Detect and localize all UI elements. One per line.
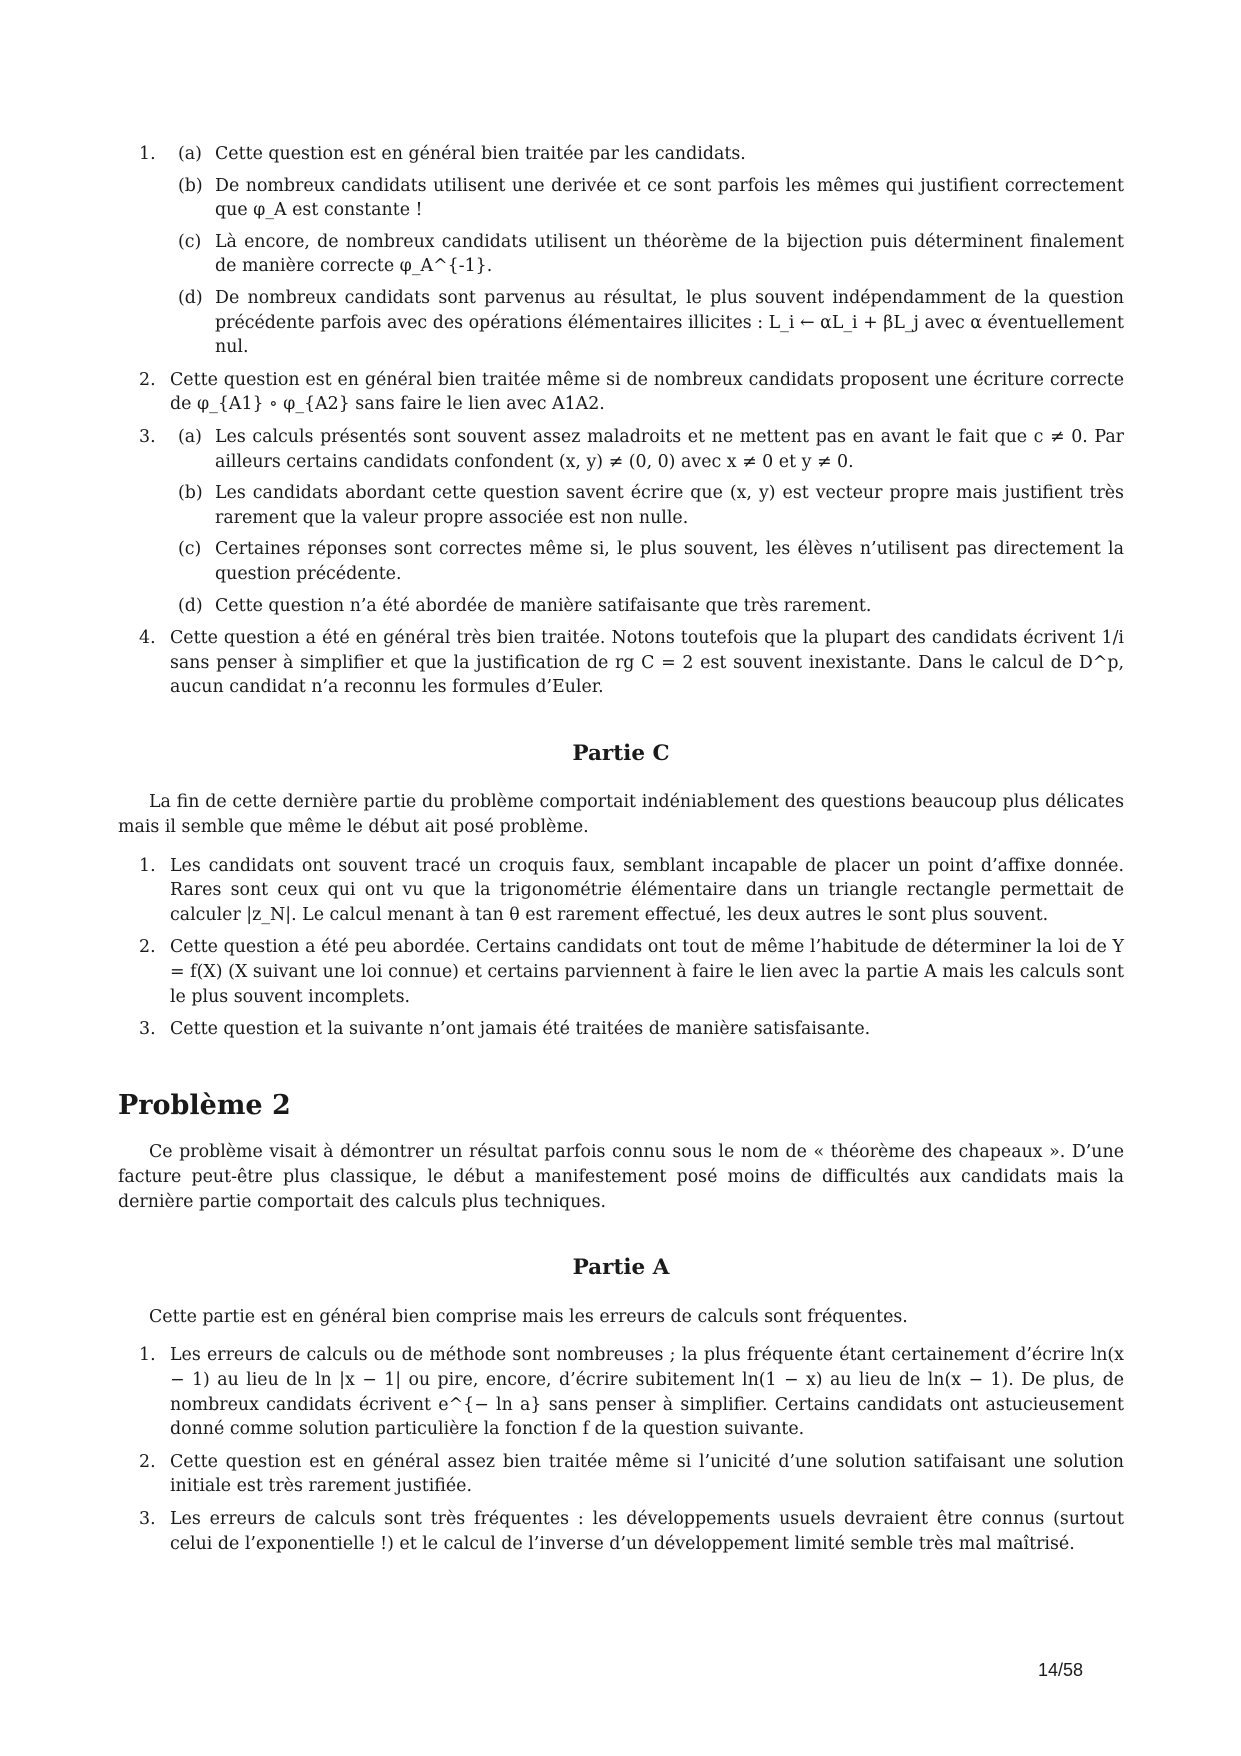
- item-text: Cette question a été peu abordée. Certains candidats ont tout de même l’habitude de déterminer la loi de Y = f(X) (X suivant une loi connue) et certains parviennent à faire le lien avec la partie A mais les calculs sont le plus souvent incomplets.: [170, 937, 1124, 1007]
- item-number: 2.: [139, 1451, 156, 1472]
- partie-c-list: [118, 854, 1124, 1042]
- item-text: Cette question est en général assez bien traitée même si l’unicité d’une solution satifaisant une solution initiale est très rarement justifiée.: [170, 1451, 1124, 1497]
- sub-item-text: De nombreux candidats utilisent une derivée et ce sont parfois les mêmes qui justifient correctement que φ_A est constante !: [215, 175, 1124, 221]
- sub-item-label: (d): [178, 595, 203, 616]
- problem-intro: Ce problème visait à démontrer un résultat parfois connu sous le nom de « théorème des chapeaux ». D’une facture peut-être plus classique, le début a manifestement posé moins de difficultés aux candidats mais la dernière partie comportait des calculs plus techniques.: [118, 1142, 1124, 1212]
- sub-item: [118, 594, 1124, 619]
- list-item: [118, 1507, 1124, 1556]
- item-number: 3.: [139, 1019, 156, 1040]
- sub-item: [118, 537, 1124, 586]
- sub-item: [118, 230, 1124, 279]
- item-text: Cette question est en général bien traitée même si de nombreux candidats proposent une écriture correcte de φ_{A1} ∘ φ_{A2} sans faire le lien avec A1A2.: [170, 369, 1124, 415]
- sub-item: [118, 425, 1124, 474]
- sub-item-label: (b): [178, 483, 203, 504]
- sub-item-text: De nombreux candidats sont parvenus au résultat, le plus souvent indépendamment de la question précédente parfois avec des opérations élémentaires illicites : L_i ← αL_i + βL_j avec α éventuellement nul.: [215, 287, 1124, 358]
- sub-item: [118, 142, 1124, 167]
- list-item: [118, 142, 1124, 360]
- sub-item-text: Les candidats abordant cette question savent écrire que (x, y) est vecteur propre mais justifient très rarement que la valeur propre associée est non nulle.: [215, 483, 1124, 528]
- item-number: 2.: [139, 937, 156, 958]
- section-heading-partie-c: Partie C: [572, 740, 670, 766]
- item-number: 4.: [139, 628, 156, 649]
- item-number: 1.: [139, 144, 156, 164]
- page-number: 14/58: [1038, 1660, 1084, 1680]
- item-text: Cette question a été en général très bien traitée. Notons toutefois que la plupart des candidats écrivent 1/i sans penser à simplifier et que la justification de rg C = 2 est souvent inexistante. Dans le calcul de D^p, aucun candidat n’a reconnu les formules d’Euler.: [170, 628, 1124, 698]
- sub-item-text: Cette question est en général bien traitée par les candidats.: [215, 144, 746, 164]
- list-item: [118, 935, 1124, 1009]
- sub-item-text: Là encore, de nombreux candidats utilisent un théorème de la bijection puis déterminent finalement de manière correcte φ_A^{-1}.: [215, 231, 1124, 277]
- problem-heading: Problème 2: [118, 1089, 291, 1121]
- item-number: 1.: [139, 1345, 156, 1366]
- list-item: [118, 1017, 1124, 1042]
- item-text: Les erreurs de calculs ou de méthode sont nombreuses ; la plus fréquente étant certainement d’écrire ln(x − 1) au lieu de ln |x − 1| ou pire, encore, d’écrire subitement ln(1 − x) au lieu de ln(x − 1). De plus, de nombreux candidats écrivent e^{− ln a} sans penser à simplifier. Certains candidats ont astucieusement donné comme solution particulière la fonction f de la question suivante.: [170, 1345, 1124, 1440]
- item-text: Cette question et la suivante n’ont jamais été traitées de manière satisfaisante.: [170, 1019, 871, 1040]
- list-item: [118, 854, 1124, 928]
- sub-item-label: (d): [178, 287, 203, 308]
- sub-item-text: Cette question n’a été abordée de manière satifaisante que très rarement.: [215, 595, 872, 616]
- item-number: 2.: [139, 369, 156, 390]
- list-item: [118, 425, 1124, 618]
- partie-a-intro: Cette partie est en général bien comprise mais les erreurs de calculs sont fréquentes.: [149, 1306, 908, 1327]
- sub-item-label: (a): [178, 144, 202, 164]
- partie-b-list: [118, 142, 1124, 700]
- item-number: 1.: [139, 855, 156, 876]
- partie-c-intro: La fin de cette dernière partie du problème comportait indéniablement des questions beaucoup plus délicates mais il semble que même le début ait posé problème.: [118, 792, 1124, 838]
- sub-item-label: (b): [178, 175, 203, 196]
- item-number: 3.: [139, 1508, 156, 1529]
- sub-item: [118, 174, 1124, 223]
- list-item: [118, 626, 1124, 700]
- list-item: [118, 1343, 1124, 1441]
- sub-item: [118, 481, 1124, 530]
- item-text: Les erreurs de calculs sont très fréquentes : les développements usuels devraient être connus (surtout celui de l’exponentielle !) et le calcul de l’inverse d’un développement limité semble très mal maîtrisé.: [170, 1508, 1124, 1554]
- item-number: 3.: [139, 426, 156, 447]
- section-heading-partie-a: Partie A: [572, 1255, 670, 1281]
- item-text: Les candidats ont souvent tracé un croquis faux, semblant incapable de placer un point d’affixe donnée. Rares sont ceux qui ont vu que la trigonométrie élémentaire dans un triangle rectangle permettait de calculer |z_N|. Le calcul menant à tan θ est rarement effectué, les deux autres le sont plus souvent.: [170, 855, 1124, 925]
- sub-item-label: (a): [178, 426, 202, 447]
- sub-item-text: Certaines réponses sont correctes même si, le plus souvent, les élèves n’utilisent pas directement la question précédente.: [215, 539, 1124, 584]
- sub-item-label: (c): [178, 539, 202, 560]
- sub-item-text: Les calculs présentés sont souvent assez maladroits et ne mettent pas en avant le fait que c ≠ 0. Par ailleurs certains candidats confondent (x, y) ≠ (0, 0) avec x ≠ 0 et y ≠ 0.: [215, 426, 1124, 472]
- page-content: [118, 142, 1124, 1564]
- partie-a-list: [118, 1343, 1124, 1556]
- sub-item: [118, 286, 1124, 360]
- list-item: [118, 368, 1124, 417]
- list-item: [118, 1450, 1124, 1499]
- sub-item-label: (c): [178, 231, 202, 252]
